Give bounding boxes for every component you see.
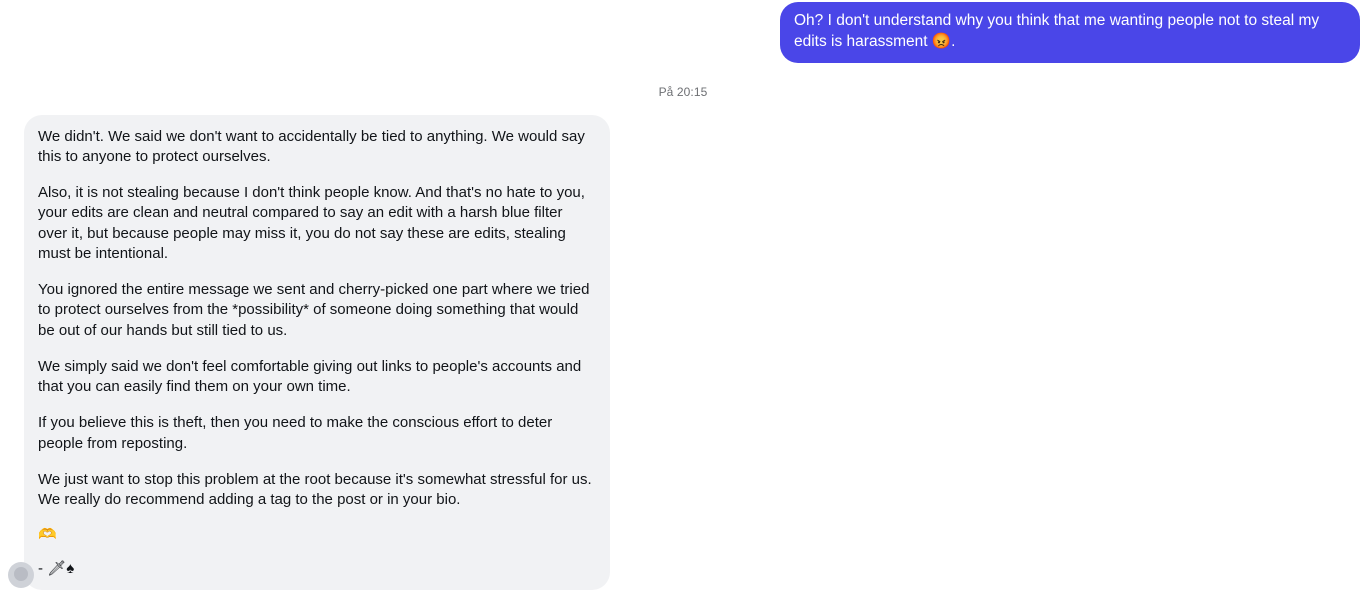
heart-hands-emoji: 🫶 (38, 526, 57, 544)
incoming-message-bubble[interactable] (24, 115, 610, 591)
outgoing-message-row (0, 2, 1372, 63)
message-paragraph: Also, it is not stealing because I don't think people know. And that's no hate to you, your edits are clean and neutral compared to say an edit with a harsh blue filter over it, but because people may miss it, you do not say these are edits, stealing must be intentional. (38, 184, 585, 262)
message-timestamp: På 20:15 (658, 84, 708, 99)
chat-conversation (0, 2, 1372, 614)
message-paragraph: We just want to stop this problem at the root because it's somewhat stressful for us. We really do recommend adding a tag to the post or in your bio. (38, 470, 592, 509)
message-paragraph: You ignored the entire message we sent and cherry-picked one part where we tried to protect ourselves from the *possibility* of someone doing something that would be out of our hands but still tied to us. (38, 281, 590, 339)
outgoing-message-bubble[interactable]: Oh? I don't understand why you think that me wanting people not to steal my edits is harassment 😡. (780, 2, 1360, 63)
message-paragraph: We simply said we don't feel comfortable giving out links to people's accounts and that you can easily find them on your own time. (38, 357, 582, 396)
timestamp-row (0, 85, 1372, 99)
incoming-message-row (0, 115, 1372, 591)
message-paragraph: We didn't. We said we don't want to accidentally be tied to anything. We would say this to anyone to protect ourselves. (38, 127, 585, 165)
signature-line: - 🗡♠ (38, 560, 75, 578)
message-paragraph: If you believe this is theft, then you need to make the conscious effort to deter people from reposting. (38, 414, 553, 452)
incoming-bubble-wrap (24, 115, 610, 591)
